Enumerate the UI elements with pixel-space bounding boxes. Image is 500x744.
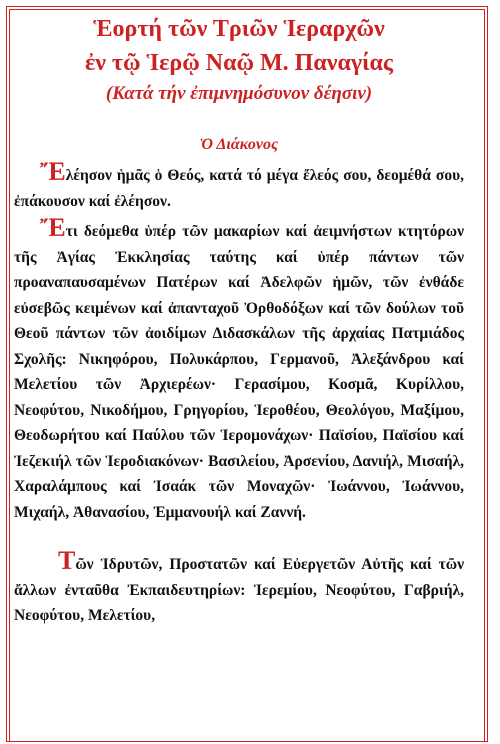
subtitle: (Κατά τήν ἐπιμνημόσυνον δέησιν) xyxy=(105,83,373,104)
speaker-label: Ὁ Διάκονος xyxy=(199,136,279,153)
initial-letter: Τ xyxy=(58,546,76,575)
initial-letter: Ἔ xyxy=(40,157,66,186)
title-line-1: Ἑορτή τῶν Τριῶν Ἱεραρχῶν xyxy=(93,16,385,42)
title-line-2: ἐν τῷ Ἱερῷ Ναῷ Μ. Παναγίας xyxy=(84,50,394,76)
paragraph-text: τι δεόμεθα ὑπέρ τῶν μακαρίων καί ἀειμνήστων κτητόρων τῆς Ἁγίας Ἐκκλησίας ταύτης καί ὑπέρ πάντων τῶν προαναπαυσαμένων Πατέρων καί Ἀδελφῶν ἡμῶν, τῶν ἐνθάδε εὐσεβῶς κειμένων καί ἀπανταχοῦ Ὀρθοδόξων καί τῶν δούλων τοῦ Θεοῦ πάντων τῶν ἀοιδίμων Διδασκάλων τῆς ἀρχαίας Πατμιάδος Σχολῆς: Νικηφόρου, Πολυκάρπου, Γερμανοῦ, Ἀλεξάνδρου καί Μελετίου τῶν Ἀρχιερέων· Γερασίμου, Κοσμᾶ, Κυρίλλου, Νεοφύτου, Νικοδήμου, Γρηγορίου, Ἱεροθέου, Θεολόγου, Μαξίμου, Θεοδωρήτου καί Παύλου τῶν Ἱερομονάχων· Παϊσίου, Παϊσίου καί Ἰεζεκιήλ τῶν Ἱεροδιακόνων· Βασιλείου, Ἀρσενίου, Δανιήλ, Μισαήλ, Χαραλάμπους καί Ἰσαάκ τῶν Μοναχῶν· Ἰωάννου, Ἰωάννου, Μιχαήλ, Ἀθανασίου, Ἐμμανουήλ καί Ζαννή. xyxy=(14,223,464,521)
paragraph-text: λέησον ἡμᾶς ὁ Θεός, κατά τό μέγα ἔλεός σου, δεομέθά σου, ἐπάκουσον καί ἐλέησον. xyxy=(14,167,464,210)
paragraph-text: ῶν Ἱδρυτῶν, Προστατῶν καί Εὐεργετῶν Αὐτῆς καί τῶν ἄλλων ἐνταῦθα Ἐκπαιδευτηρίων: Ἱερεμίου, Νεοφύτου, Γαβριήλ, Νεοφύτου, Μελετίου, xyxy=(14,556,464,624)
paragraph-2 xyxy=(14,213,464,525)
initial-letter: Ἔ xyxy=(40,213,66,242)
document-content xyxy=(14,12,464,629)
paragraph-1 xyxy=(14,157,464,214)
paragraph-3 xyxy=(14,546,464,629)
